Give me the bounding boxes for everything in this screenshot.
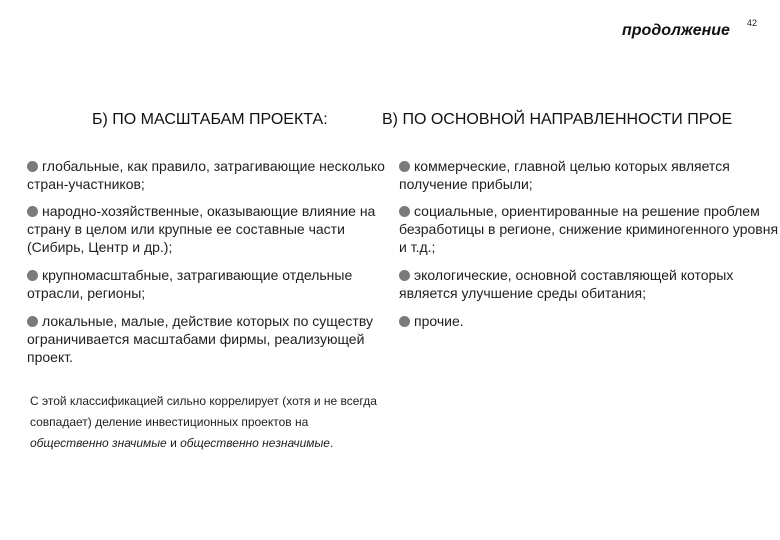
list-item-text: экологические, основной составляющей которых является улучшение среды обитания; <box>399 267 734 301</box>
list-item <box>27 157 387 193</box>
bullet-icon <box>27 161 38 172</box>
note-term-significant: общественно значимые <box>30 436 167 450</box>
heading-by-main-direction: В) ПО ОСНОВНОЙ НАПРАВЛЕННОСТИ ПРОЕ <box>382 111 733 128</box>
bullet-icon <box>27 270 38 281</box>
list-item-text: локальные, малые, действие которых по существу ограничивается масштабами фирмы, реализующей проект. <box>27 313 373 365</box>
bullet-icon <box>399 316 410 327</box>
page-number: 42 <box>747 18 758 28</box>
list-item <box>399 312 780 330</box>
list-item-text: коммерческие, главной целью которых является получение прибыли; <box>399 158 730 192</box>
bullet-icon <box>399 270 410 281</box>
heading-by-project-scale: Б) ПО МАСШТАБАМ ПРОЕКТА: <box>92 111 328 128</box>
list-item-text: народно-хозяйственные, оказывающие влияние на страну в целом или крупные ее составные части (Сибирь, Центр и др.); <box>27 203 376 255</box>
list-item-text: глобальные, как правило, затрагивающие несколько стран-участников; <box>27 158 385 192</box>
list-item-text: социальные, ориентированные на решение проблем безработицы в регионе, снижение криминогенного уровня и т.д.; <box>399 203 779 255</box>
continuation-label: продолжение <box>622 22 730 39</box>
classification-note <box>30 391 390 454</box>
list-item <box>399 202 780 256</box>
list-item <box>27 202 387 256</box>
list-item-text: крупномасштабные, затрагивающие отдельные отрасли, регионы; <box>27 267 353 301</box>
bullet-icon <box>399 161 410 172</box>
note-text: С этой классификацией сильно коррелирует (хотя и не всегда совпадает) деление инвестиционных проектов на <box>30 394 377 429</box>
list-item <box>399 266 780 302</box>
bullet-icon <box>27 316 38 327</box>
bullet-icon <box>399 206 410 217</box>
list-item <box>27 312 387 366</box>
list-item <box>399 157 780 193</box>
list-item <box>27 266 387 302</box>
note-text: . <box>329 436 334 450</box>
note-term-insignificant: общественно незначимые <box>180 436 330 450</box>
bullet-icon <box>27 206 38 217</box>
note-text: и <box>166 436 181 450</box>
list-item-text: прочие. <box>414 313 464 329</box>
